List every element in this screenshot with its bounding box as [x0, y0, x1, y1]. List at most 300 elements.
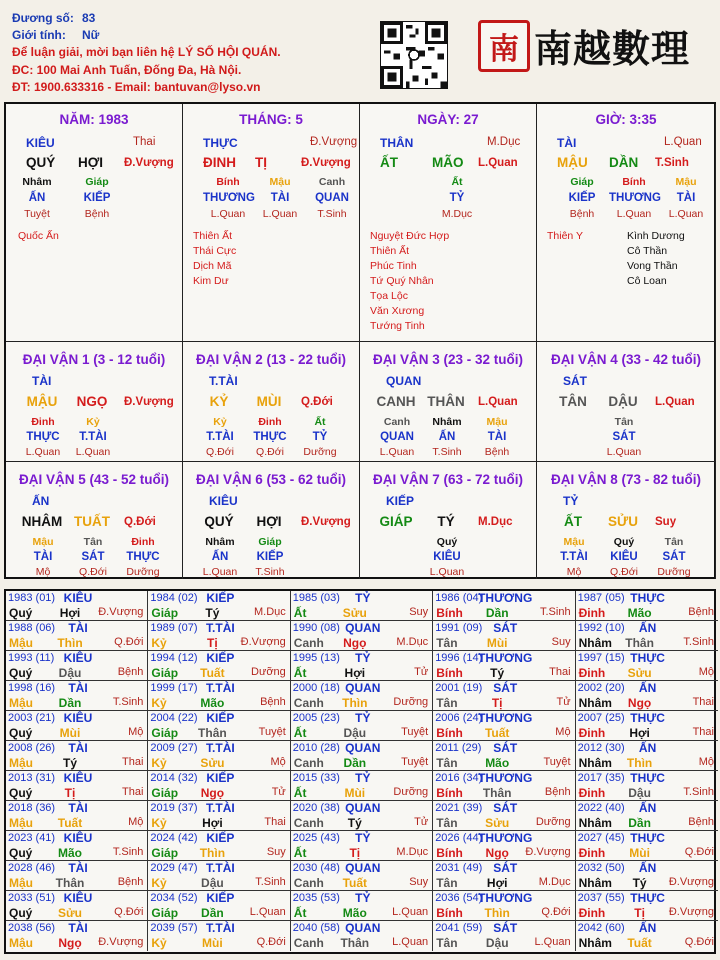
year-branch: Sửu: [485, 816, 510, 830]
year-label: 2029 (47): [150, 862, 198, 874]
year-cell: [148, 831, 290, 861]
year-god: KIẾP: [206, 651, 235, 665]
year-stem: Canh: [293, 696, 324, 710]
year-stem: Ất: [293, 606, 307, 620]
hidden-god: KIÊU: [610, 551, 638, 563]
star-name: Tướng Tinh: [370, 320, 425, 332]
hidden-phase: Dưỡng: [657, 566, 691, 578]
year-branch: Tý: [490, 666, 505, 680]
year-god: KIÊU: [63, 891, 93, 905]
year-cell: [6, 741, 148, 771]
year-branch: Tý: [347, 816, 362, 830]
hidden-phase: Q.Đới: [79, 566, 107, 578]
year-label: 2014 (32): [150, 772, 198, 784]
hidden-phase: Mộ: [566, 566, 582, 578]
year-phase: Suy: [409, 876, 429, 888]
year-phase: L.Quan: [534, 936, 571, 948]
year-stem: Kỷ: [151, 636, 167, 650]
year-branch: Thân: [482, 786, 512, 800]
year-phase: M.Dục: [538, 876, 571, 888]
year-god: QUAN: [345, 621, 381, 635]
year-label: 2041 (59): [435, 922, 483, 934]
year-god: ẤN: [638, 681, 657, 695]
year-stem: Nhâm: [578, 936, 612, 950]
year-branch: Mùi: [629, 846, 650, 860]
year-cell: [291, 681, 433, 711]
brand-title: 南越數理: [534, 26, 691, 71]
year-branch: Ngọ: [58, 936, 82, 950]
year-stem: Quý: [9, 786, 33, 800]
year-phase: Bệnh: [260, 696, 286, 708]
year-stem: Mậu: [9, 876, 33, 890]
hidden-phase: Bệnh: [84, 208, 110, 220]
year-label: 1994 (12): [150, 652, 198, 664]
hidden-stem: Nhâm: [22, 176, 52, 188]
dai-van-stem: KỶ: [209, 394, 229, 409]
hidden-stem: Bính: [622, 176, 646, 188]
hidden-phase: L.Quan: [668, 208, 704, 220]
year-cell: [433, 801, 575, 831]
year-phase: Thai: [121, 786, 144, 798]
year-label: 1992 (10): [577, 622, 625, 634]
year-phase: Tuyệt: [543, 756, 571, 768]
hidden-god: TỶ: [449, 192, 465, 204]
year-stem: Đinh: [578, 666, 606, 680]
year-branch: Thân: [55, 876, 85, 890]
hidden-stem: Đinh: [131, 536, 155, 548]
year-cell: [148, 771, 290, 801]
dai-van-title: ĐẠI VẬN 5 (43 - 52 tuổi): [18, 472, 170, 487]
year-phase: Q.Đới: [684, 936, 714, 948]
year-god: TỶ: [355, 831, 371, 845]
year-branch: Ngọ: [200, 786, 225, 800]
year-stem: Giáp: [151, 606, 179, 620]
dai-van-cell: [360, 462, 537, 579]
year-stem: Mậu: [9, 756, 33, 770]
year-god: THƯƠNG: [478, 651, 533, 665]
year-phase: Mộ: [698, 666, 714, 678]
year-phase: Mộ: [128, 816, 144, 828]
year-branch: Mão: [627, 606, 652, 620]
hidden-stem: Bính: [216, 176, 240, 188]
year-phase: Q.Đới: [114, 636, 144, 648]
qr-code-icon: [380, 21, 448, 89]
year-stem: Tân: [436, 876, 458, 890]
year-branch: Thìn: [199, 846, 226, 860]
hidden-god: T.TÀI: [560, 551, 588, 563]
year-label: 2005 (23): [292, 712, 340, 724]
dai-van-stem: ẤT: [564, 514, 582, 529]
header-info: [12, 10, 281, 96]
year-cell: [6, 891, 148, 921]
year-label: 1998 (16): [8, 682, 56, 694]
year-god: T.TÀI: [206, 921, 235, 935]
pillar-title: THÁNG: 5: [239, 112, 303, 127]
year-phase: Thai: [692, 726, 714, 738]
year-cell: [6, 591, 148, 621]
year-stem: Kỷ: [151, 936, 167, 950]
gender-value: Nữ: [82, 28, 100, 43]
year-phase: Bệnh: [688, 606, 714, 618]
year-branch: Mùi: [486, 636, 508, 650]
pillar-god: THÂN: [380, 136, 414, 150]
year-cell: [433, 831, 575, 861]
hidden-stem: Canh: [383, 416, 411, 428]
year-branch: Mão: [200, 696, 225, 710]
year-label: 1983 (01): [8, 592, 56, 604]
dai-van-phase: Q.Đới: [124, 516, 156, 528]
pillar-god: TÀI: [557, 136, 577, 150]
year-god: KIẾP: [206, 771, 235, 785]
year-god: ẤN: [638, 741, 657, 755]
dai-van-cell: [183, 342, 360, 462]
year-label: 2023 (41): [8, 832, 56, 844]
year-stem: Nhâm: [578, 876, 612, 890]
year-stem: Bính: [436, 666, 463, 680]
year-label: 2004 (22): [150, 712, 198, 724]
year-label: 2026 (44): [435, 832, 483, 844]
dai-van-stem: CANH: [376, 394, 416, 409]
year-label: 1997 (15): [577, 652, 625, 664]
dai-van-stem: NHÂM: [21, 514, 63, 529]
year-branch: Tuất: [627, 936, 652, 950]
year-label: 2015 (33): [292, 772, 340, 784]
year-phase: Bệnh: [117, 666, 144, 678]
year-phase: M.Dục: [254, 606, 286, 618]
dai-van-god: SÁT: [563, 374, 587, 388]
year-god: T.TÀI: [206, 741, 235, 755]
year-stem: Giáp: [151, 846, 179, 860]
year-branch: Dậu: [343, 726, 367, 740]
year-branch: Hợi: [59, 606, 81, 620]
brand-seal: [478, 20, 530, 72]
year-god: ẤN: [638, 861, 657, 875]
year-god: QUAN: [345, 681, 381, 695]
pillar-stem: ẤT: [380, 155, 398, 170]
year-cell: [576, 921, 718, 951]
year-label: 2040 (58): [292, 922, 340, 934]
year-phase: Suy: [409, 606, 429, 618]
year-phase: Q.Đới: [541, 906, 571, 918]
year-label: 2030 (48): [292, 862, 340, 874]
year-cell: [148, 651, 290, 681]
year-phase: Dưỡng: [535, 816, 571, 828]
star-name: Thiên Ất: [370, 245, 410, 257]
year-stem: Tân: [436, 696, 458, 710]
year-branch: Dậu: [485, 936, 509, 950]
year-branch: Hợi: [629, 726, 650, 740]
year-cell: [576, 831, 718, 861]
year-cell: [148, 741, 290, 771]
year-phase: Q.Đới: [684, 846, 714, 858]
dai-van-phase: L.Quan: [478, 396, 518, 408]
dai-van-phase: L.Quan: [655, 396, 695, 408]
hidden-god: TÀI: [270, 192, 290, 204]
year-label: 2024 (42): [150, 832, 198, 844]
year-phase: Bệnh: [544, 786, 571, 798]
hidden-god: THỰC: [126, 551, 160, 563]
dai-van-branch: DẬU: [608, 394, 638, 409]
year-label: 2038 (56): [8, 922, 56, 934]
year-stem: Ất: [293, 666, 307, 680]
hidden-stem: Quý: [613, 536, 635, 548]
year-branch: Tuất: [484, 726, 510, 740]
year-phase: Tử: [414, 666, 429, 678]
hidden-stem: Tân: [664, 536, 684, 548]
year-label: 1999 (17): [150, 682, 198, 694]
year-stem: Quý: [9, 606, 33, 620]
year-stem: Canh: [293, 876, 324, 890]
year-cell: [576, 891, 718, 921]
year-label: 2010 (28): [292, 742, 340, 754]
hidden-phase: L.Quan: [262, 208, 298, 220]
year-label: 1995 (13): [292, 652, 340, 664]
year-cell: [433, 891, 575, 921]
year-god: THƯƠNG: [478, 591, 533, 605]
star-name: Thiên Ất: [193, 230, 233, 242]
year-branch: Thìn: [57, 636, 83, 650]
year-phase: T.Sinh: [112, 696, 144, 708]
year-cell: [6, 831, 148, 861]
dai-van-god: QUAN: [386, 374, 422, 388]
dai-van-cell: [537, 342, 716, 462]
year-cell: [148, 891, 290, 921]
year-branch: Dậu: [58, 666, 82, 680]
hidden-phase: M.Dục: [441, 208, 473, 220]
year-cell: [576, 591, 718, 621]
hidden-god: ẤN: [438, 431, 456, 443]
year-label: 2002 (20): [577, 682, 625, 694]
year-cell: [433, 921, 575, 951]
hidden-stem: Nhâm: [205, 536, 235, 548]
year-cell: [6, 681, 148, 711]
year-label: 2036 (54): [435, 892, 483, 904]
year-branch: Hợi: [344, 666, 366, 680]
year-stem: Canh: [293, 636, 324, 650]
pillar-title: NĂM: 1983: [59, 112, 129, 127]
hidden-god: SÁT: [662, 551, 686, 563]
year-stem: Nhâm: [578, 696, 612, 710]
year-label: 1985 (03): [292, 592, 340, 604]
year-cell: [433, 591, 575, 621]
year-cell: [576, 741, 718, 771]
year-phase: Mộ: [270, 756, 286, 768]
year-phase: Dưỡng: [393, 696, 429, 708]
pillar-cell: [537, 104, 716, 342]
year-branch: Mão: [342, 906, 367, 920]
hidden-god: THỰC: [26, 431, 60, 443]
address-line: ĐC: 100 Mai Anh Tuấn, Đống Đa, Hà Nội.: [12, 62, 242, 77]
year-phase: Tuyệt: [401, 756, 429, 768]
year-label: 2008 (26): [8, 742, 56, 754]
year-branch: Mùi: [59, 726, 81, 740]
year-label: 2033 (51): [8, 892, 56, 904]
star-name: Phúc Tinh: [370, 260, 417, 272]
hidden-phase: T.Sinh: [432, 446, 462, 458]
year-god: SÁT: [493, 801, 518, 815]
year-phase: T.Sinh: [683, 636, 714, 648]
year-phase: Mộ: [698, 756, 714, 768]
year-god: TÀI: [68, 861, 88, 875]
year-branch: Tuất: [342, 876, 368, 890]
hidden-stem: Giáp: [570, 176, 594, 188]
dai-van-branch: TÝ: [437, 514, 455, 529]
year-cell: [291, 591, 433, 621]
year-stem: Quý: [9, 666, 33, 680]
hidden-stem: Giáp: [85, 176, 109, 188]
year-phase: Tử: [556, 696, 571, 708]
year-branch: Tị: [634, 906, 645, 920]
number-label: Đương số:: [12, 11, 74, 25]
hidden-stem: Mậu: [32, 536, 54, 548]
year-stem: Mậu: [9, 696, 33, 710]
year-god: TÀI: [68, 801, 88, 815]
year-branch: Dần: [201, 906, 224, 920]
star-name: Kim Dư: [193, 275, 229, 287]
year-god: SÁT: [493, 681, 518, 695]
year-branch: Dậu: [628, 786, 651, 800]
contact-line: Để luận giải, mời bạn liên hệ LÝ SỐ HỘI QUÁN.: [12, 45, 281, 60]
year-stem: Đinh: [578, 906, 606, 920]
year-stem: Nhâm: [578, 636, 612, 650]
year-label: 2016 (34): [435, 772, 483, 784]
year-label: 2022 (40): [577, 802, 625, 814]
year-god: THỰC: [630, 891, 665, 905]
year-phase: Mộ: [555, 726, 571, 738]
year-branch: Tý: [205, 606, 220, 620]
year-cell: [148, 921, 290, 951]
pillar-phase-top: M.Dục: [487, 136, 521, 148]
dai-van-branch: MÙI: [256, 394, 282, 409]
pillar-phase: L.Quan: [478, 157, 518, 169]
hidden-god: T.TÀI: [79, 431, 107, 443]
year-phase: Thai: [549, 666, 571, 678]
year-label: 2042 (60): [577, 922, 625, 934]
year-stem: Giáp: [151, 666, 179, 680]
year-god: KIÊU: [63, 771, 93, 785]
hidden-stem: Mậu: [269, 176, 291, 188]
year-stem: Kỷ: [151, 696, 167, 710]
dai-van-god: ẤN: [32, 494, 50, 508]
year-god: TỶ: [355, 651, 371, 665]
pillar-title: NGÀY: 27: [417, 112, 479, 127]
year-god: T.TÀI: [206, 801, 235, 815]
year-stem: Bính: [436, 786, 463, 800]
year-stem: Quý: [9, 846, 33, 860]
dai-van-god: T.TÀI: [209, 374, 238, 388]
year-branch: Tý: [632, 876, 647, 890]
hidden-phase: L.Quan: [429, 566, 465, 578]
year-cell: [291, 921, 433, 951]
number-value: 83: [82, 11, 96, 25]
pillar-branch: TỊ: [255, 155, 267, 170]
year-god: THỰC: [630, 651, 665, 665]
year-stem: Giáp: [151, 906, 179, 920]
year-phase: Suy: [266, 846, 286, 858]
year-phase: Bệnh: [688, 816, 714, 828]
year-stem: Canh: [293, 936, 324, 950]
year-label: 2006 (24): [435, 712, 483, 724]
hidden-phase: Q.Đới: [206, 446, 234, 458]
year-stem: Canh: [293, 816, 324, 830]
year-stem: Ất: [293, 846, 307, 860]
year-phase: Q.Đới: [256, 936, 286, 948]
hidden-phase: T.Sinh: [317, 208, 347, 220]
dai-van-phase: Suy: [655, 516, 677, 528]
hidden-phase: Dưỡng: [126, 566, 160, 578]
year-label: 2034 (52): [150, 892, 198, 904]
dai-van-stem: QUÝ: [204, 514, 234, 529]
hidden-god: QUAN: [315, 192, 349, 204]
hidden-god: ẤN: [28, 192, 46, 204]
year-stem: Tân: [436, 636, 458, 650]
year-branch: Mão: [58, 846, 82, 860]
year-label: 2012 (30): [577, 742, 625, 754]
year-stem: Kỷ: [151, 756, 167, 770]
hidden-phase: L.Quan: [75, 446, 111, 458]
dai-van-cell: [6, 342, 183, 462]
year-label: 2027 (45): [577, 832, 625, 844]
pillar-branch: DẦN: [609, 155, 639, 170]
year-label: 2007 (25): [577, 712, 625, 724]
hidden-stem: Mậu: [486, 416, 508, 428]
hidden-phase: Q.Đới: [610, 566, 638, 578]
hidden-stem: Mậu: [675, 176, 697, 188]
pillar-phase: Đ.Vượng: [301, 157, 351, 169]
year-branch: Dần: [485, 606, 509, 620]
dai-van-branch: TUẤT: [74, 514, 110, 529]
year-phase: L.Quan: [392, 906, 429, 918]
year-god: KIÊU: [63, 651, 93, 665]
hidden-stem: Tân: [614, 416, 634, 428]
year-god: QUAN: [345, 861, 381, 875]
year-stem: Đinh: [578, 606, 606, 620]
hidden-stem: Quý: [436, 536, 458, 548]
year-phase: T.Sinh: [540, 606, 571, 618]
year-label: 2003 (21): [8, 712, 56, 724]
year-phase: Đ.Vượng: [525, 846, 571, 858]
year-phase: T.Sinh: [683, 786, 714, 798]
year-branch: Tị: [349, 846, 361, 860]
hidden-god: TÀI: [676, 192, 696, 204]
year-branch: Dần: [343, 756, 367, 770]
dai-van-god: TỶ: [563, 494, 579, 508]
year-cell: [6, 921, 148, 951]
dai-van-god: TÀI: [32, 374, 52, 388]
year-cell: [291, 861, 433, 891]
year-stem: Giáp: [151, 726, 179, 740]
year-stem: Ất: [293, 906, 307, 920]
hidden-stem: Tân: [83, 536, 103, 548]
year-cell: [576, 711, 718, 741]
hidden-god: KIẾP: [256, 551, 284, 563]
year-branch: Thân: [340, 936, 370, 950]
year-label: 2021 (39): [435, 802, 483, 814]
year-phase: Đ.Vượng: [240, 636, 286, 648]
year-stem: Đinh: [578, 786, 606, 800]
dai-van-branch: NGỌ: [76, 394, 108, 409]
year-label: 1993 (11): [8, 652, 55, 664]
year-cell: [576, 681, 718, 711]
hidden-phase: Q.Đới: [256, 446, 284, 458]
year-phase: Tuyệt: [258, 726, 286, 738]
year-phase: Thai: [121, 756, 144, 768]
dai-van-title: ĐẠI VẬN 2 (13 - 22 tuổi): [195, 352, 347, 367]
year-branch: Ngọ: [627, 696, 652, 710]
year-cell: [291, 891, 433, 921]
year-god: TÀI: [68, 921, 88, 935]
year-cell: [148, 591, 290, 621]
